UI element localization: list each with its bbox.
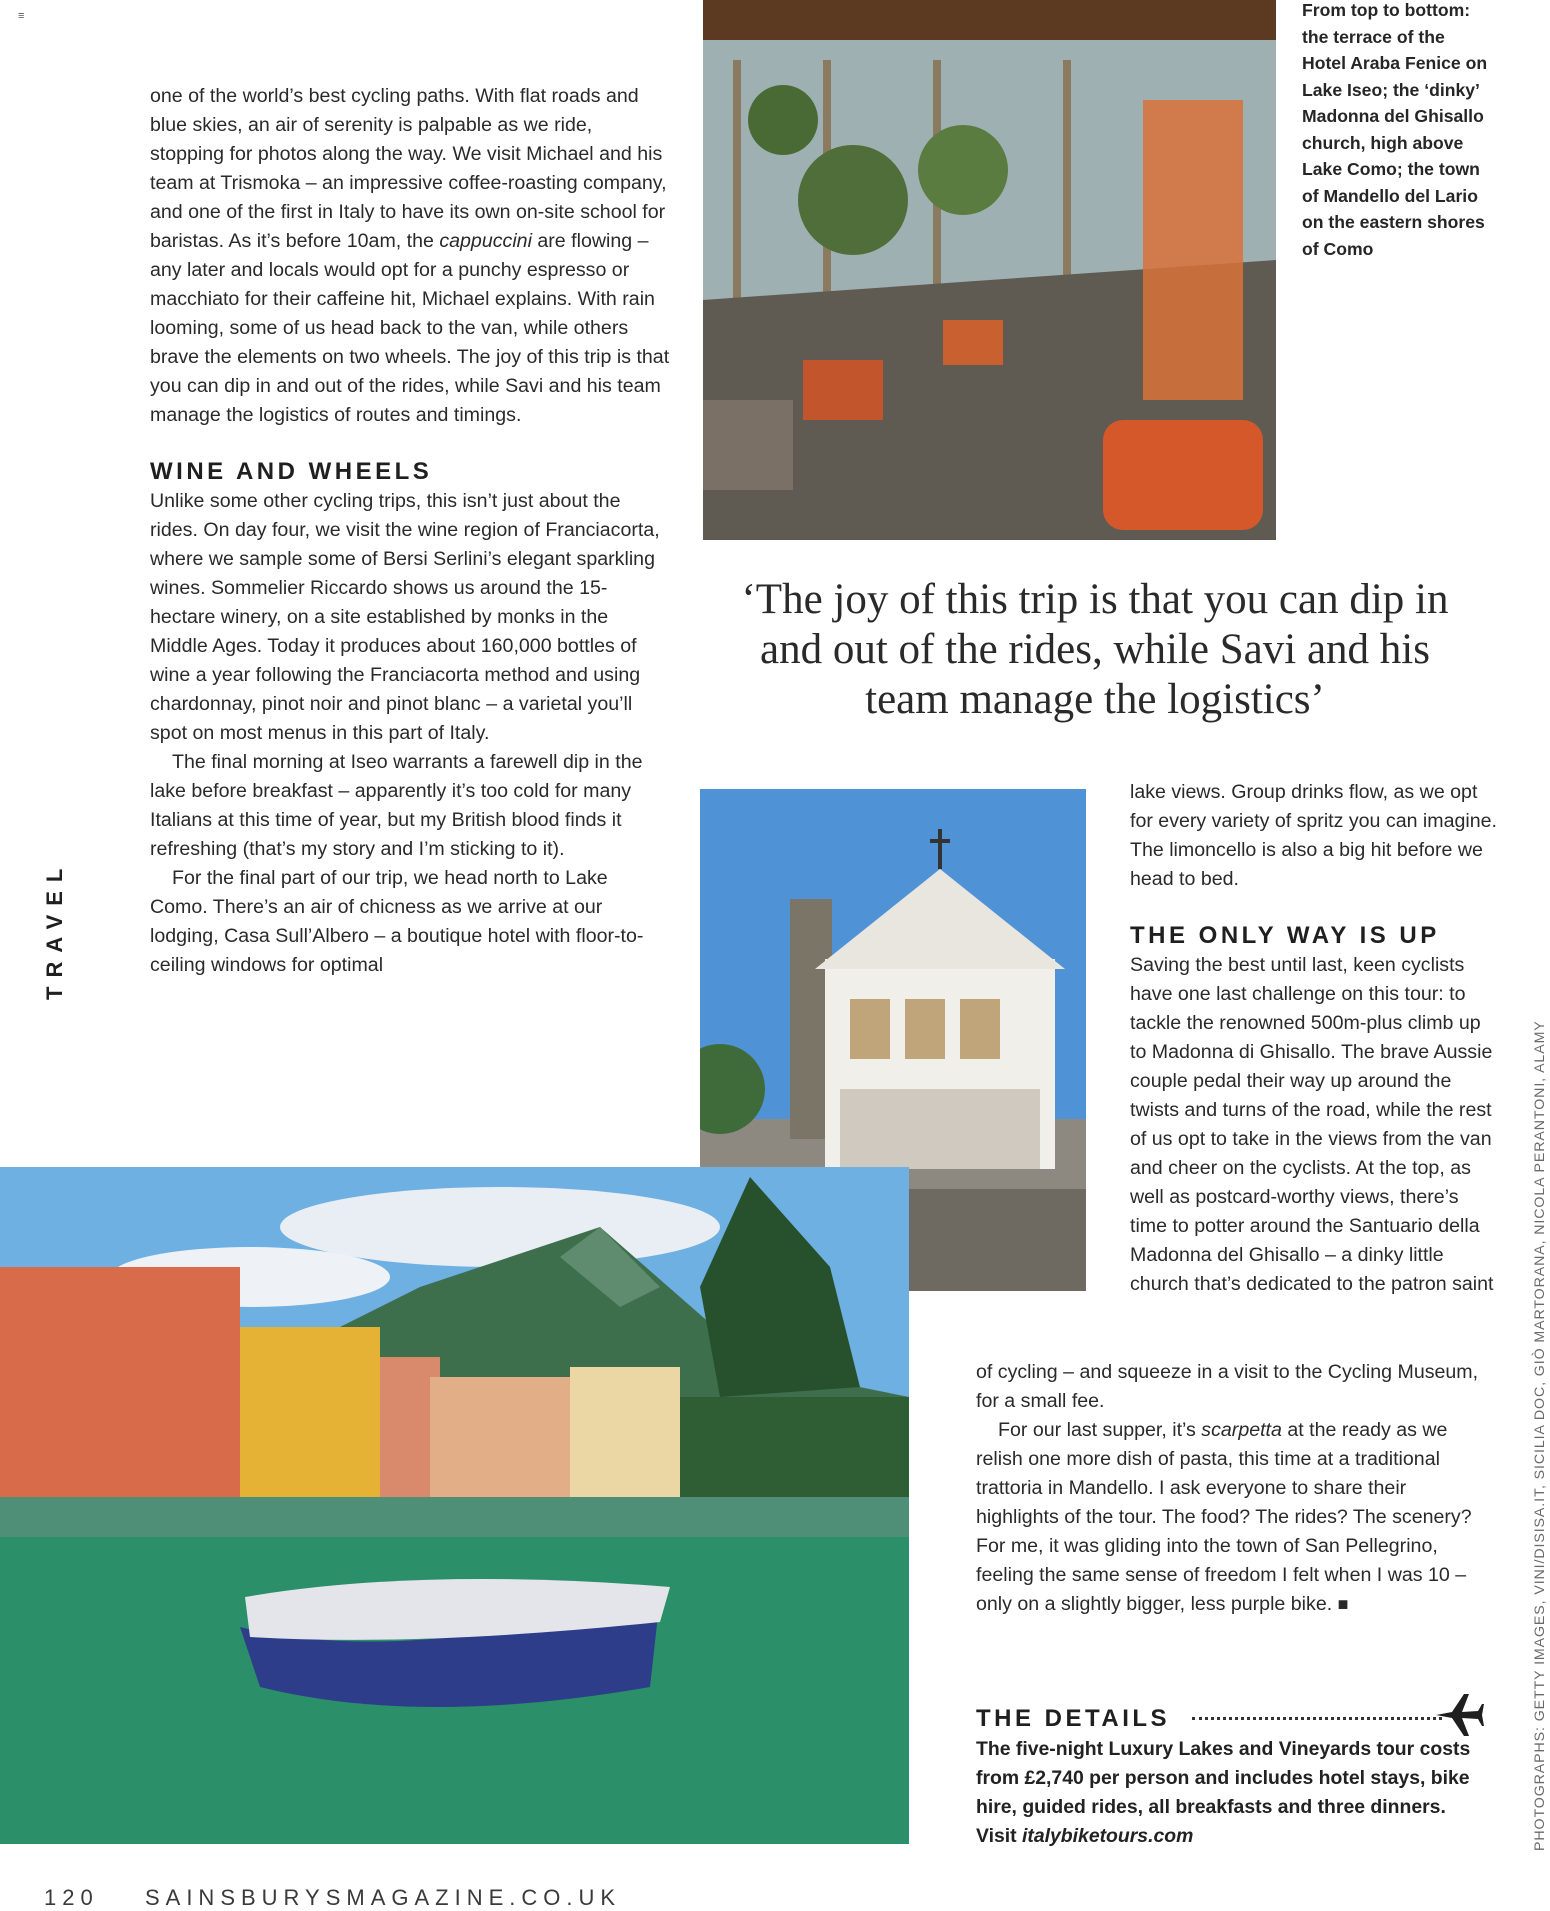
column-2-top: [1130, 778, 1500, 1299]
magazine-website[interactable]: SAINSBURYSMAGAZINE.CO.UK: [144, 1885, 622, 1910]
airplane-icon: [1434, 1690, 1484, 1740]
photo-credits: PHOTOGRAPHS: GETTY IMAGES, VINI/DISISA.IT, SICILIA DOC, GIÒ MARTORANA, NICOLA PERANTONI, ALAMY: [1532, 1020, 1548, 1851]
details-link[interactable]: italybiketours.com: [1022, 1825, 1194, 1847]
col2-paragraph-2-continued: of cycling – and squeeze in a visit to the Cycling Museum, for a small fee.: [976, 1361, 1479, 1412]
pull-quote: ‘The joy of this trip is that you can dip in and out of the rides, while Savi and his team manage the logistics’: [741, 576, 1449, 723]
column-1: [150, 82, 670, 980]
col2-paragraph-2: Saving the best until last, keen cyclists have one last challenge on this tour: to tackle the renowned 500m-plus climb up to Madonna di Ghisallo. The brave Aussie couple pedal their way up around the twists and turns of the road, while the rest of us opt to take in the views from the van and cheer on the cyclists. At the top, as well as postcard-worthy views, there’s time to potter around the Santuario della Madonna del Ghisallo – a dinky little church that’s dedicated to the patron saint: [1130, 954, 1494, 1295]
photo-caption: From top to bottom: the terrace of the Hotel Araba Fenice on Lake Iseo; the ‘dinky’ Madonna del Ghisallo church, high above Lake Como; the town of Mandello del Lario on the eastern shores of Como: [1302, 0, 1488, 259]
heading-the-only-way-is-up: THE ONLY WAY IS UP: [1130, 922, 1440, 949]
corner-mark: ≡: [18, 10, 25, 22]
col2-paragraph-1: lake views. Group drinks flow, as we opt for every variety of spritz you can imagine. The limoncello is also a big hit before we head to bed.: [1130, 781, 1497, 890]
footer: [44, 1885, 621, 1911]
col1-paragraph-4: For the final part of our trip, we head north to Lake Como. There’s an air of chicness as we arrive at our lodging, Casa Sull’Albero – a boutique hotel with floor-to-ceiling windows for optimal: [150, 867, 644, 976]
heading-wine-and-wheels: WINE AND WHEELS: [150, 458, 433, 485]
lake-town-photo: [0, 1167, 909, 1844]
col2-paragraph-3: For our last supper, it’s scarpetta at the ready as we relish one more dish of pasta, this time at a traditional trattoria in Mandello. I ask everyone to share their highlights of the tour. The food? The rides? The scenery? For me, it was gliding into the town of San Pellegrino, feeling the same sense of freedom I felt when I was 10 – only on a slightly bigger, less purple bike. ■: [976, 1419, 1472, 1615]
hotel-terrace-photo: [703, 0, 1276, 540]
col1-paragraph-3: The final morning at Iseo warrants a farewell dip in the lake before breakfast – apparently it’s too cold for many Italians at this time of year, but my British blood finds it refreshing (that’s my story and I’m sticking to it).: [150, 751, 643, 860]
col1-paragraph-1: one of the world’s best cycling paths. With flat roads and blue skies, an air of serenity is palpable as we ride, stopping for photos along the way. We visit Michael and his team at Trismoka – an impressive coffee-roasting company, and one of the first in Italy to have its own on-site school for baristas. As it’s before 10am, the cappuccini are flowing – any later and locals would opt for a punchy espresso or macchiato for their caffeine hit, Michael explains. With rain looming, some of us head back to the van, while others brave the elements on two wheels. The joy of this trip is that you can dip in and out of the rides, while Savi and his team manage the logistics of routes and timings.: [150, 85, 670, 426]
end-mark: ■: [1337, 1594, 1349, 1614]
details-dotted-rule: [1192, 1717, 1442, 1720]
details-heading: THE DETAILS: [976, 1705, 1171, 1732]
details-body: The five-night Luxury Lakes and Vineyards tour costs from £2,740 per person and includes hotel stays, bike hire, guided rides, all breakfasts and three dinners. Visit italybiketours.com: [976, 1738, 1471, 1847]
column-2-bottom: [976, 1358, 1484, 1619]
page-number: 120: [44, 1885, 99, 1910]
section-tab: TRAVEL: [42, 859, 67, 1000]
col1-paragraph-2: Unlike some other cycling trips, this isn’t just about the rides. On day four, we visit the wine region of Franciacorta, where we sample some of Bersi Serlini’s elegant sparkling wines. Sommelier Riccardo shows us around the 15-hectare winery, on a site established by monks in the Middle Ages. Today it produces about 160,000 bottles of wine a year following the Franciacorta method and using chardonnay, pinot noir and pinot blanc – a varietal you’ll spot on most menus in this part of Italy.: [150, 490, 660, 744]
